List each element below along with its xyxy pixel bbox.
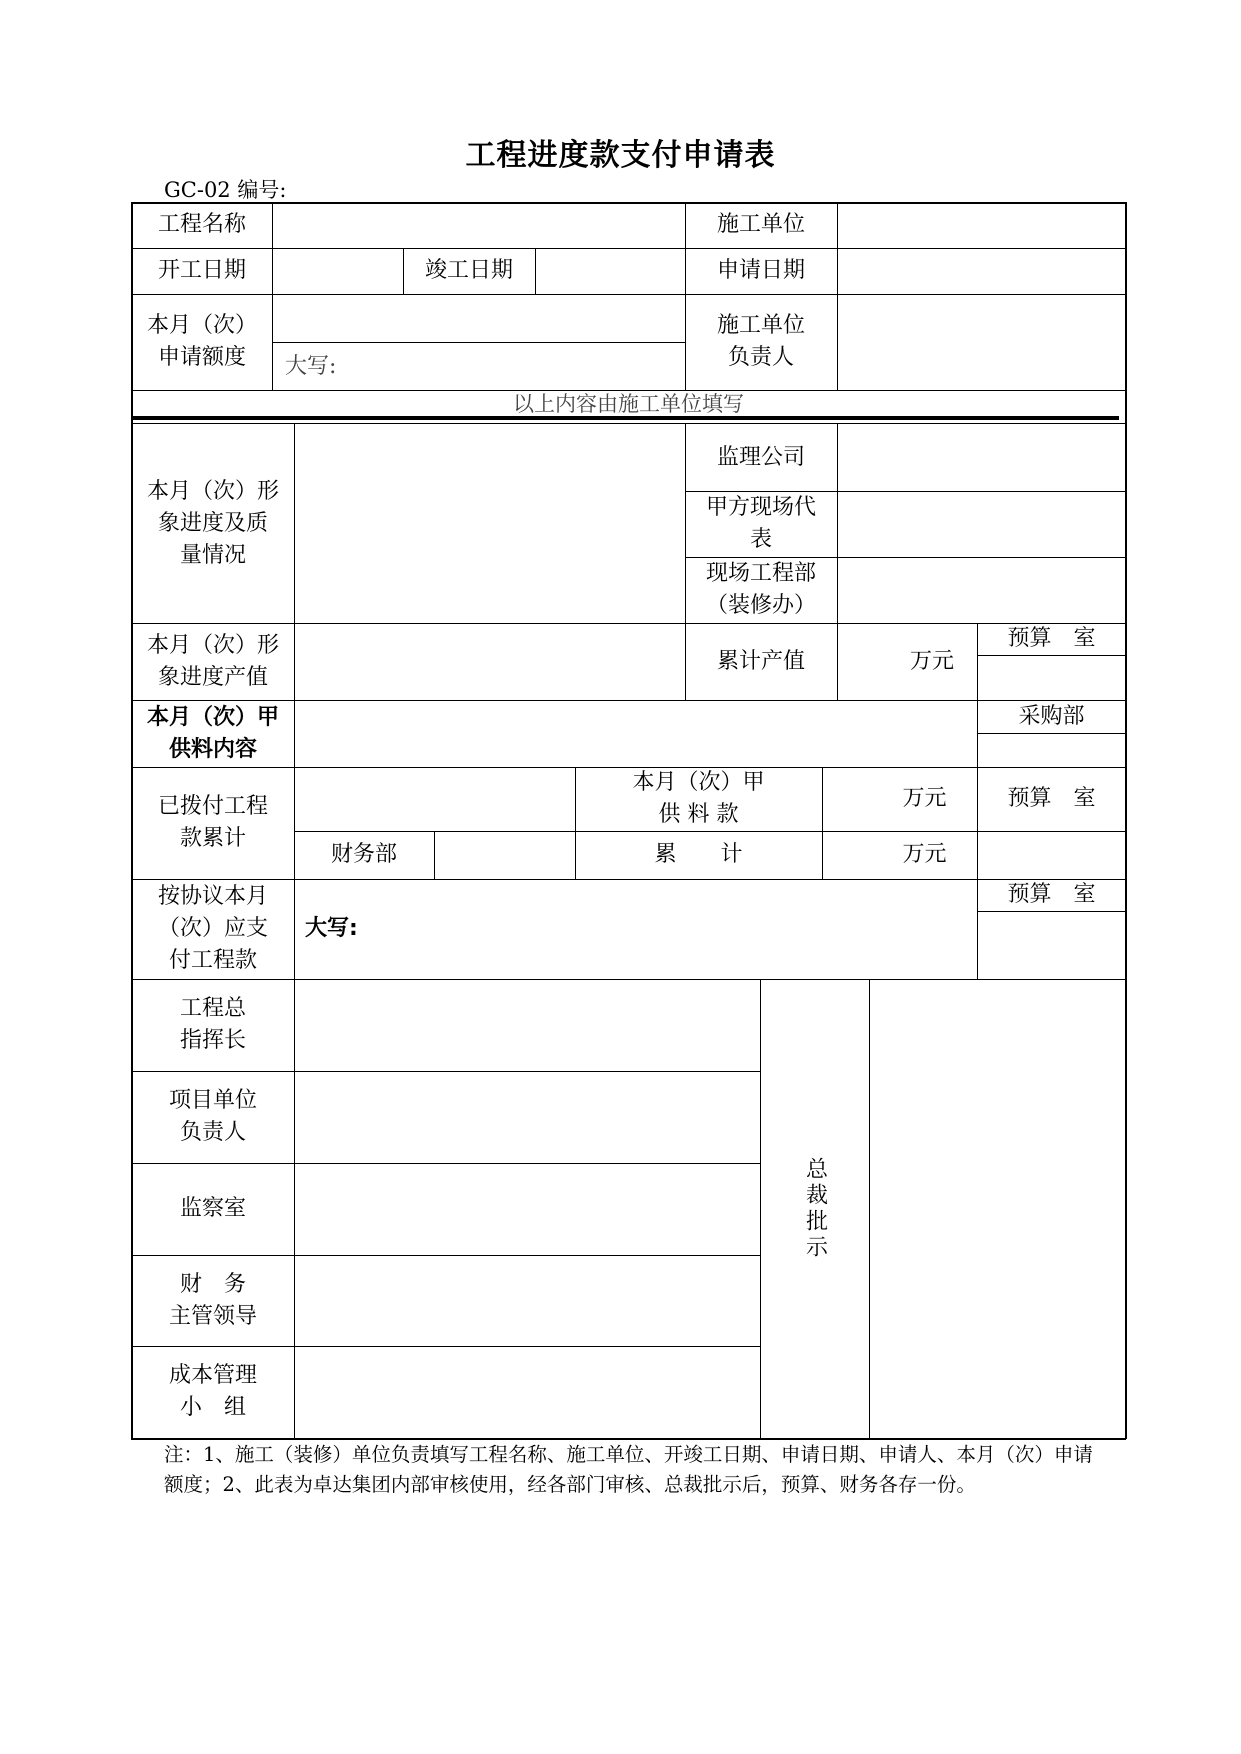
- label-purchasing: 采购部: [1018, 703, 1085, 729]
- label-project-lead: 项目单位 负责人: [168, 1088, 257, 1145]
- label-chief-commander: 工程总 指挥长: [179, 996, 246, 1053]
- label-payable: 按协议本月 （次）应支 付工程款: [157, 884, 268, 973]
- label-paid-cumulative: 已拨付工程 款累计: [157, 794, 268, 851]
- label-budget-room-1: 预算 室: [1007, 626, 1096, 651]
- label-owner-supply-content: 本月（次）甲 供料内容: [146, 704, 279, 762]
- capital-amount-hint: 大写:: [285, 353, 337, 379]
- label-budget-room-2: 预算 室: [1007, 786, 1096, 811]
- label-cumulative: 累 计: [654, 842, 743, 867]
- label-completion-date: 竣工日期: [424, 258, 513, 283]
- label-supervision: 监理公司: [716, 444, 805, 470]
- page-title: 工程进度款支付申请表: [465, 138, 776, 173]
- president-approval-cell: [760, 979, 869, 1439]
- footnote: 注：1、施工（装修）单位负责填写工程名称、施工单位、开竣工日期、申请日期、申请人、本月（次）申请额度；2、此表为卓达集团内部审核使用，经各部门审核、总裁批示后，预算、财务各存一份。: [164, 1443, 1093, 1496]
- label-budget-room-3: 预算 室: [1007, 882, 1096, 907]
- unit-wanyuan-3: 万元: [902, 842, 947, 867]
- label-inspection: 监察室: [179, 1196, 246, 1221]
- label-owner-rep: 甲方现场代 表: [705, 495, 816, 552]
- form-code: GC-02 编号:: [164, 178, 287, 202]
- payable-capital-hint: 大写:: [305, 916, 358, 941]
- unit-wanyuan-2: 万元: [902, 786, 947, 811]
- label-start-date: 开工日期: [157, 258, 246, 283]
- unit-wanyuan-1: 万元: [909, 648, 954, 674]
- label-contractor: 施工单位: [716, 212, 805, 237]
- fill-note: 以上内容由施工单位填写: [513, 392, 744, 416]
- label-president-approval: 总裁批示: [802, 1157, 828, 1261]
- label-project-name: 工程名称: [157, 212, 246, 237]
- label-apply-date: 申请日期: [716, 258, 805, 283]
- label-progress-value: 本月（次）形 象进度产值: [146, 632, 279, 690]
- label-site-dept: 现场工程部 （装修办）: [705, 561, 816, 618]
- label-cost-group: 成本管理 小 组: [168, 1363, 257, 1420]
- label-month-amount: 本月（次） 申请额度: [146, 313, 257, 370]
- label-finance-lead: 财 务 主管领导: [168, 1271, 257, 1329]
- label-finance-dept: 财务部: [330, 842, 397, 867]
- label-owner-supply-payment: 本月（次）甲 供 料 款: [632, 770, 765, 827]
- label-cumulative-value: 累计产值: [716, 648, 805, 674]
- label-progress-quality: 本月（次）形 象进度及质 量情况: [146, 478, 279, 568]
- label-contractor-lead: 施工单位 负责人: [716, 313, 805, 370]
